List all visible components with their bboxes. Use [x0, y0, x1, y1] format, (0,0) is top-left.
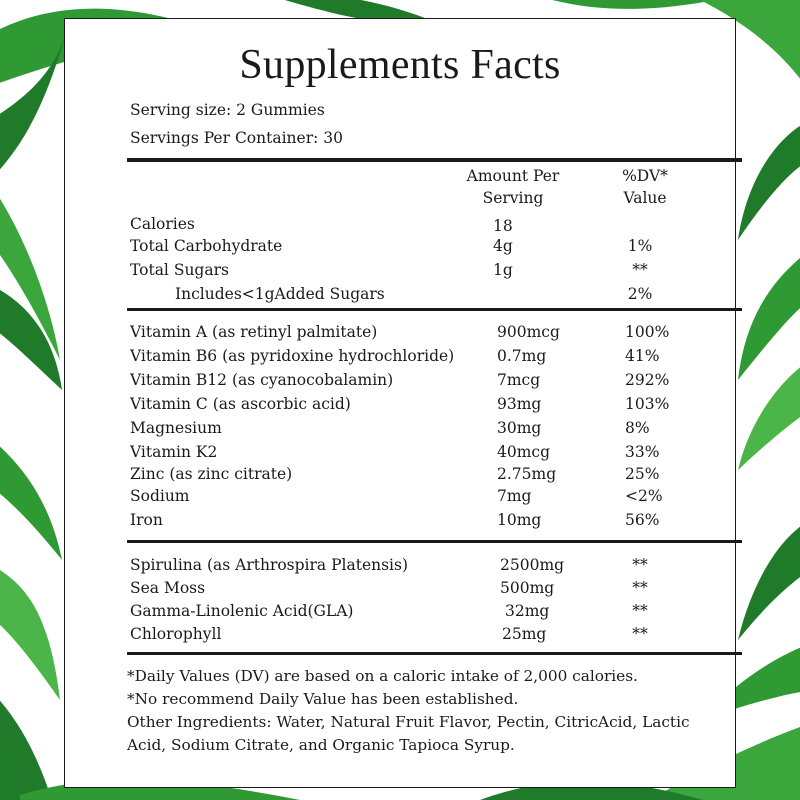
- vitamin-name: Sodium: [130, 487, 190, 505]
- supplement-facts-panel: [64, 18, 736, 788]
- vitamin-amount: 7mg: [497, 487, 532, 505]
- divider: [127, 540, 742, 543]
- vitamin-name: Vitamin B12 (as cyanocobalamin): [130, 371, 394, 389]
- vitamin-dv: 103%: [625, 395, 670, 413]
- vitamin-name: Vitamin C (as ascorbic acid): [130, 395, 351, 413]
- nutrient-amount: 4g: [493, 237, 513, 255]
- other-ingredients-line2: Acid, Sodium Citrate, and Organic Tapioca Syrup.: [127, 736, 515, 754]
- divider: [127, 652, 742, 655]
- nutrient-dv: **: [632, 261, 648, 279]
- vitamin-dv: 56%: [625, 511, 660, 529]
- ingredient-name: Sea Moss: [130, 579, 206, 597]
- nutrient-dv: 2%: [627, 285, 653, 303]
- servings-per-container: Servings Per Container: 30: [130, 129, 343, 147]
- serving-size: Serving size: 2 Gummies: [130, 101, 325, 119]
- amount-header-line2: Serving: [482, 189, 544, 207]
- vitamin-amount: 900mcg: [497, 323, 560, 341]
- footnote-dv: *Daily Values (DV) are based on a caloric intake of 2,000 calories.: [127, 667, 638, 685]
- vitamin-dv: <2%: [625, 487, 663, 505]
- ingredient-name: Chlorophyll: [130, 625, 222, 643]
- vitamin-amount: 2.75mg: [497, 465, 557, 483]
- ingredient-dv: **: [632, 602, 648, 620]
- vitamin-dv: 100%: [625, 323, 670, 341]
- vitamin-amount: 40mcg: [497, 443, 551, 461]
- vitamin-name: Vitamin K2: [130, 443, 218, 461]
- ingredient-name: Gamma-Linolenic Acid(GLA): [130, 602, 354, 620]
- nutrient-name: Includes<1gAdded Sugars: [175, 285, 385, 303]
- vitamin-dv: 292%: [625, 371, 670, 389]
- nutrient-name: Total Sugars: [130, 261, 229, 279]
- vitamin-name: Zinc (as zinc citrate): [130, 465, 293, 483]
- vitamin-dv: 8%: [625, 419, 650, 437]
- ingredient-amount: 2500mg: [500, 556, 565, 574]
- vitamin-amount: 0.7mg: [497, 347, 547, 365]
- vitamin-dv: 25%: [625, 465, 660, 483]
- divider: [127, 158, 742, 162]
- ingredient-amount: 500mg: [500, 579, 555, 597]
- vitamin-dv: 41%: [625, 347, 660, 365]
- other-ingredients-line1: Other Ingredients: Water, Natural Fruit Flavor, Pectin, CitricAcid, Lactic: [127, 713, 690, 731]
- ingredient-amount: 25mg: [502, 625, 547, 643]
- vitamin-name: Vitamin B6 (as pyridoxine hydrochloride): [130, 347, 455, 365]
- vitamin-name: Vitamin A (as retinyl palmitate): [130, 323, 378, 341]
- nutrient-amount: 18: [493, 217, 513, 235]
- vitamin-amount: 10mg: [497, 511, 542, 529]
- nutrient-name: Total Carbohydrate: [130, 237, 283, 255]
- amount-header-line1: Amount Per: [466, 167, 560, 185]
- vitamin-amount: 7mcg: [497, 371, 541, 389]
- dv-header-line1: %DV*: [622, 167, 668, 185]
- divider: [127, 308, 742, 311]
- nutrient-dv: 1%: [627, 237, 653, 255]
- vitamin-amount: 93mg: [497, 395, 542, 413]
- ingredient-dv: **: [632, 556, 648, 574]
- ingredient-amount: 32mg: [505, 602, 550, 620]
- ingredient-dv: **: [632, 579, 648, 597]
- dv-header-line2: Value: [623, 189, 667, 207]
- footnote-no-dv: *No recommend Daily Value has been established.: [127, 690, 519, 708]
- nutrient-name: Calories: [130, 215, 195, 233]
- vitamin-name: Magnesium: [130, 419, 222, 437]
- ingredient-name: Spirulina (as Arthrospira Platensis): [130, 556, 409, 574]
- nutrient-amount: 1g: [493, 261, 513, 279]
- ingredient-dv: **: [632, 625, 648, 643]
- page-title: Supplements Facts: [239, 42, 561, 88]
- vitamin-dv: 33%: [625, 443, 660, 461]
- vitamin-amount: 30mg: [497, 419, 542, 437]
- vitamin-name: Iron: [130, 511, 163, 529]
